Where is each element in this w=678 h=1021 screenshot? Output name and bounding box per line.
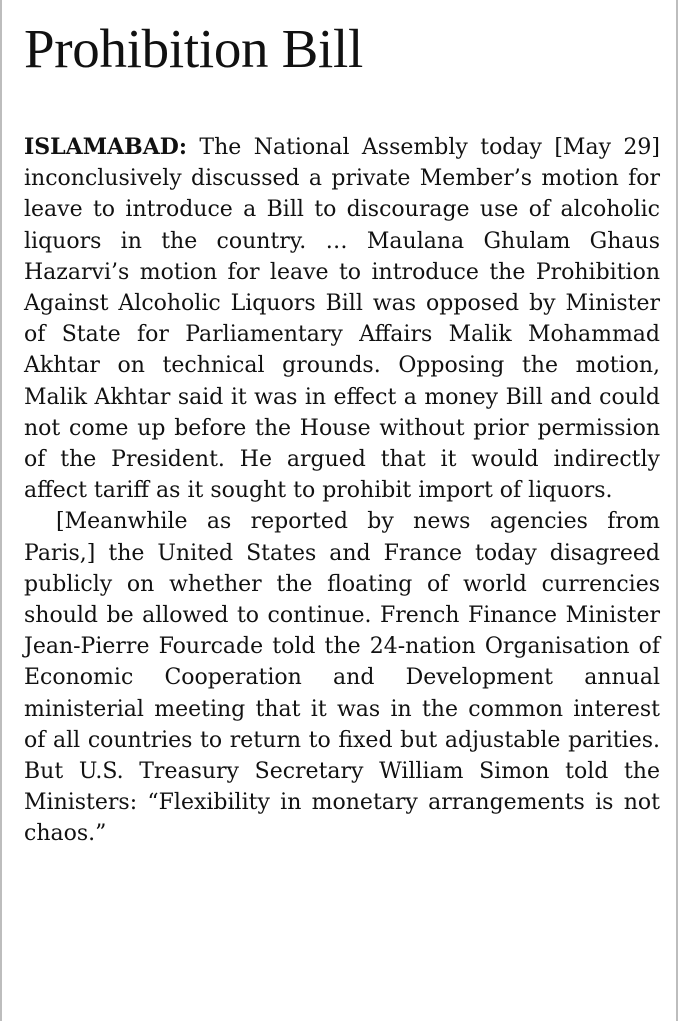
article-title: Prohibition Bill <box>24 18 364 79</box>
dateline: ISLAMABAD: <box>24 134 188 160</box>
article-body <box>24 132 660 850</box>
left-scan-edge <box>0 0 2 1021</box>
paragraph-1-text: The National Assembly today [May 29] inconclusively discussed a private Member’s motion for leave to introduce a Bill to discourage use of alcoholic liquors in the country. … Maulana Ghulam Ghaus Hazarvi’s motion for leave to introduce the Prohibition Against Alcoholic Liquors Bill was opposed by Minister of State for Parliamentary Affairs Malik Mohammad Akhtar on technical grounds. Opposing the motion, Malik Akhtar said it was in effect a money Bill and could not come up before the House without prior permission of the President. He argued that it would indirectly affect tariff as it sought to prohibit import of liquors. <box>24 135 660 504</box>
paragraph-1 <box>24 132 660 506</box>
paragraph-2: [Meanwhile as reported by news agencies from Paris,] the United States and France today disagreed publicly on whether the floating of world currencies should be allowed to continue. French Finance Minister Jean-Pierre Fourcade told the 24-nation Organisation of Economic Cooperation and Development annual ministerial meeting that it was in the common interest of all countries to return to fixed but adjustable parities. But U.S. Treasury Secretary William Simon told the Ministers: “Flexibility in monetary arrangements is not chaos.” <box>24 509 660 847</box>
